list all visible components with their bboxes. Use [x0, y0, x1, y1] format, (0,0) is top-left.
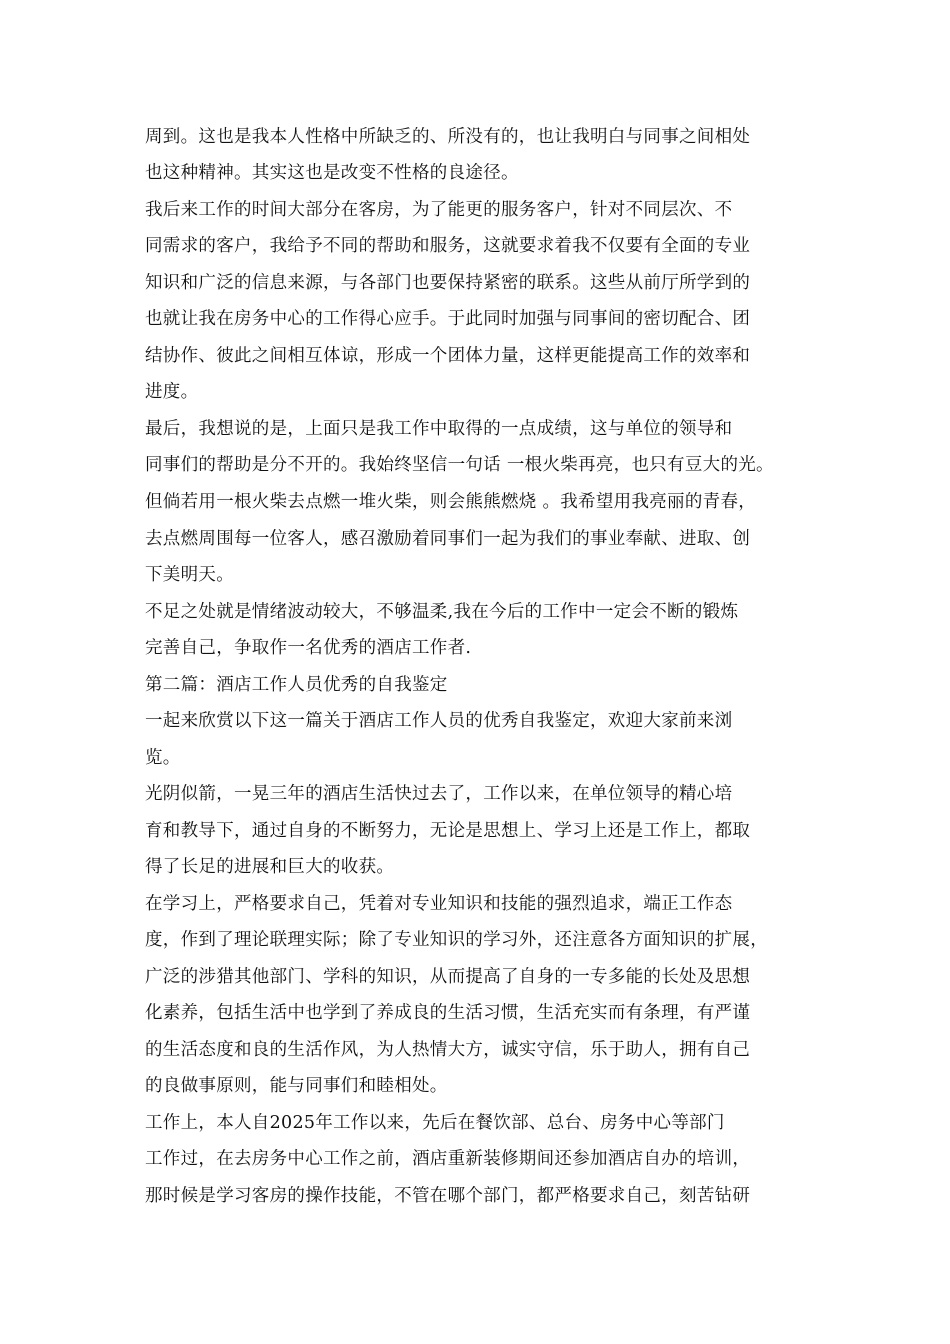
text-line: 得了长足的进展和巨大的收获。: [145, 857, 395, 877]
text-line: 去点燃周围每一位客人，感召激励着同事们一起为我们的事业奉献、进取、创: [145, 529, 751, 549]
text-line: 也这种精神。其实这也是改变不性格的良途径。: [145, 163, 519, 183]
text-line: 最后，我想说的是，上面只是我工作中取得的一点成绩，这与单位的领导和: [145, 419, 733, 439]
text-line: 工作过，在去房务中心工作之前，酒店重新装修期间还参加酒店自办的培训，: [145, 1149, 751, 1169]
text-line: 我后来工作的时间大部分在客房，为了能更的服务客户，针对不同层次、不: [145, 200, 733, 220]
text-line: 览。: [145, 748, 181, 768]
text-line: 同需求的客户，我给予不同的帮助和服务，这就要求着我不仅要有全面的专业: [145, 236, 751, 256]
text-line: 进度。: [145, 382, 199, 402]
text-line: 的生活态度和良的生活作风，为人热情大方，诚实守信，乐于助人，拥有自己: [145, 1040, 751, 1060]
text-line: 度，作到了理论联理实际；除了专业知识的学习外，还注意各方面知识的扩展，: [145, 930, 768, 950]
text-line: 光阴似箭，一晃三年的酒店生活快过去了，工作以来，在单位领导的精心培: [145, 784, 733, 804]
text-line: 的良做事原则，能与同事们和睦相处。: [145, 1076, 448, 1096]
text-line: 下美明天。: [145, 565, 234, 585]
text-line: 化素养，包括生活中也学到了养成良的生活习惯，生活充实而有条理，有严谨: [145, 1003, 751, 1023]
text-line: 育和教导下，通过自身的不断努力，无论是思想上、学习上还是工作上，都取: [145, 821, 751, 841]
text-line: 不足之处就是情绪波动较大，不够温柔,我在今后的工作中一定会不断的锻炼: [145, 602, 739, 622]
text-line: 知识和广泛的信息来源，与各部门也要保持紧密的联系。这些从前厅所学到的: [145, 273, 751, 293]
text-line: 工作上，本人自2025年工作以来，先后在餐饮部、总台、房务中心等部门: [145, 1113, 725, 1133]
text-line: 也就让我在房务中心的工作得心应手。于此同时加强与同事间的密切配合、团: [145, 309, 751, 329]
text-line: 同事们的帮助是分不开的。我始终坚信一句话 一根火柴再亮，也只有豆大的光。: [145, 455, 774, 475]
text-line: 一起来欣赏以下这一篇关于酒店工作人员的优秀自我鉴定，欢迎大家前来浏: [145, 711, 733, 731]
text-line: 结协作、彼此之间相互体谅，形成一个团体力量，这样更能提高工作的效率和: [145, 346, 751, 366]
text-line: 完善自己，争取作一名优秀的酒店工作者.: [145, 638, 472, 658]
section-heading: 第二篇：酒店工作人员优秀的自我鉴定: [145, 675, 448, 695]
text-line: 广泛的涉猎其他部门、学科的知识，从而提高了自身的一专多能的长处及思想: [145, 967, 751, 987]
text-line: 周到。这也是我本人性格中所缺乏的、所没有的，也让我明白与同事之间相处: [145, 127, 751, 147]
text-line: 那时候是学习客房的操作技能，不管在哪个部门，都严格要求自己，刻苦钻研: [145, 1186, 751, 1206]
text-line: 在学习上，严格要求自己，凭着对专业知识和技能的强烈追求，端正工作态: [145, 894, 733, 914]
text-line: 但倘若用一根火柴去点燃一堆火柴，则会熊熊燃烧 。我希望用我亮丽的青春，: [145, 492, 757, 512]
